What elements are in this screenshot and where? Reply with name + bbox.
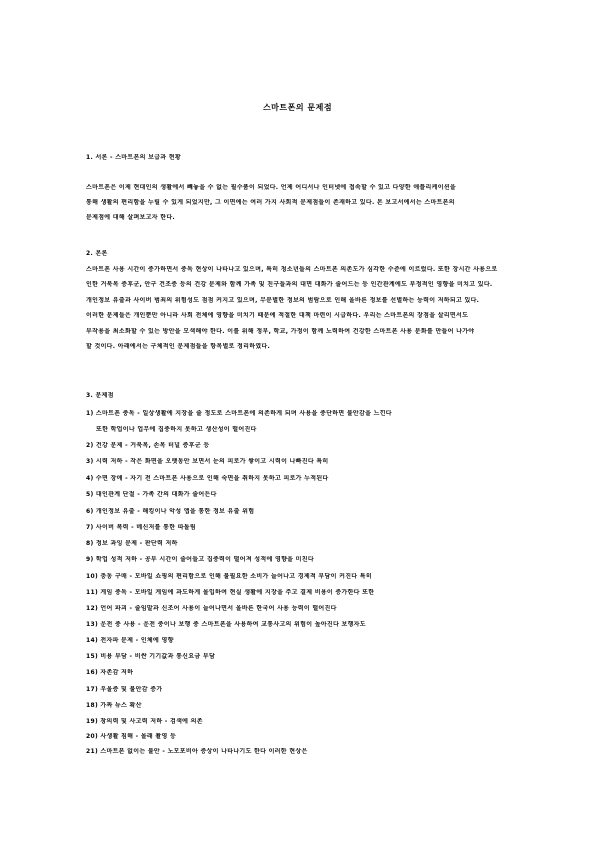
list-item: 13) 운전 중 사용 - 운전 중이나 보행 중 스마트폰을 사용하여 교통사고의 위험이 높아진다 보행자도 — [86, 621, 366, 628]
list-item: 3) 시력 저하 - 작은 화면을 오랫동안 보면서 눈의 피로가 쌓이고 시력이 나빠진다 특히 — [86, 458, 329, 465]
document-title: 스마트폰의 문제점 — [262, 103, 333, 112]
intro-line-2: 통해 생활의 편리함을 누릴 수 있게 되었지만, 그 이면에는 여러 가지 사회적 문제점들이 존재하고 있다. 본 보고서에서는 스마트폰의 — [86, 199, 455, 206]
section-heading: 2. 본론 — [86, 250, 108, 257]
list-item: 10) 충동 구매 - 모바일 쇼핑의 편리함으로 인해 불필요한 소비가 늘어나고 경제적 부담이 커진다 특히 — [86, 573, 372, 580]
list-item: 11) 게임 중독 - 모바일 게임에 과도하게 몰입하여 현실 생활에 지장을 주고 결제 비용이 증가한다 또한 — [86, 589, 375, 596]
list-item: 12) 언어 파괴 - 줄임말과 신조어 사용이 늘어나면서 올바른 한국어 사용 능력이 떨어진다 — [86, 605, 337, 612]
list-item: 15) 비용 부담 - 비싼 기기값과 통신요금 부담 — [86, 653, 216, 660]
list-item: 20) 사생활 침해 - 몰래 촬영 등 — [86, 733, 177, 740]
list-item: 6) 개인정보 유출 - 해킹이나 악성 앱을 통한 정보 유출 위험 — [86, 508, 255, 515]
list-item: 19) 창의력 및 사고력 저하 - 검색에 의존 — [86, 718, 203, 725]
list-item: 14) 전자파 문제 - 인체에 영향 — [86, 637, 174, 644]
list-item: 8) 정보 과잉 문제 - 판단력 저하 — [86, 540, 178, 547]
body-line-2: 인한 거북목 증후군, 안구 건조증 등의 건강 문제와 함께 가족 및 친구들과의 대면 대화가 줄어드는 등 인간관계에도 부정적인 영향을 미치고 있다. — [86, 281, 493, 288]
list-item: 7) 사이버 폭력 - 메신저를 통한 따돌림 — [86, 524, 196, 531]
list-item: 1) 스마트폰 중독 - 일상생활에 지장을 줄 정도로 스마트폰에 의존하게 되며 사용을 중단하면 불안감을 느낀다 — [86, 410, 392, 417]
list-item: 18) 가짜 뉴스 확산 — [86, 702, 142, 709]
intro-line-1: 스마트폰은 이제 현대인의 생활에서 빼놓을 수 없는 필수품이 되었다. 언제 어디서나 인터넷에 접속할 수 있고 다양한 애플리케이션을 — [86, 184, 456, 191]
body-line-1: 스마트폰 사용 시간이 증가하면서 중독 현상이 나타나고 있으며, 특히 청소년들의 스마트폰 의존도가 심각한 수준에 이르렀다. 또한 장시간 사용으로 — [86, 266, 498, 273]
list-item: 또한 학업이나 업무에 집중하지 못하고 생산성이 떨어진다 — [96, 426, 257, 433]
list-item: 5) 대인관계 단절 - 가족 간의 대화가 줄어든다 — [86, 491, 217, 498]
list-item: 4) 수면 장애 - 자기 전 스마트폰 사용으로 인해 숙면을 취하지 못하고 피로가 누적된다 — [86, 475, 329, 482]
body-line-5: 부작용을 최소화할 수 있는 방안을 모색해야 한다. 이를 위해 정부, 학교, 가정이 함께 노력하여 건강한 스마트폰 사용 문화를 만들어 나가야 — [86, 328, 475, 335]
body-line-4: 이러한 문제들은 개인뿐만 아니라 사회 전체에 영향을 미치기 때문에 적절한 대책 마련이 시급하다. 우리는 스마트폰의 장점을 살리면서도 — [86, 312, 469, 319]
meta-line: 1. 서론 - 스마트폰의 보급과 현황 — [86, 154, 181, 161]
body-line-6: 할 것이다. 아래에서는 구체적인 문제점들을 항목별로 정리하였다. — [86, 343, 271, 350]
list-item: 17) 우울증 및 불안감 증가 — [86, 686, 163, 693]
list-item: 16) 자존감 저하 — [86, 669, 134, 676]
list-item: 21) 스마트폰 없이는 불안 - 노모포비아 증상이 나타나기도 한다 이러한 현상은 — [86, 748, 308, 755]
list-item: 2) 건강 문제 - 거북목, 손목 터널 증후군 등 — [86, 442, 210, 449]
body-line-3: 개인정보 유출과 사이버 범죄의 위험성도 점점 커지고 있으며, 무분별한 정보의 범람으로 인해 올바른 정보를 선별하는 능력이 저하되고 있다. — [86, 297, 480, 304]
list-item: 9) 학업 성적 저하 - 공부 시간이 줄어들고 집중력이 떨어져 성적에 영향을 미친다 — [86, 556, 314, 563]
intro-line-3: 문제점에 대해 살펴보고자 한다. — [86, 214, 175, 221]
section-heading: 3. 문제점 — [86, 392, 114, 399]
